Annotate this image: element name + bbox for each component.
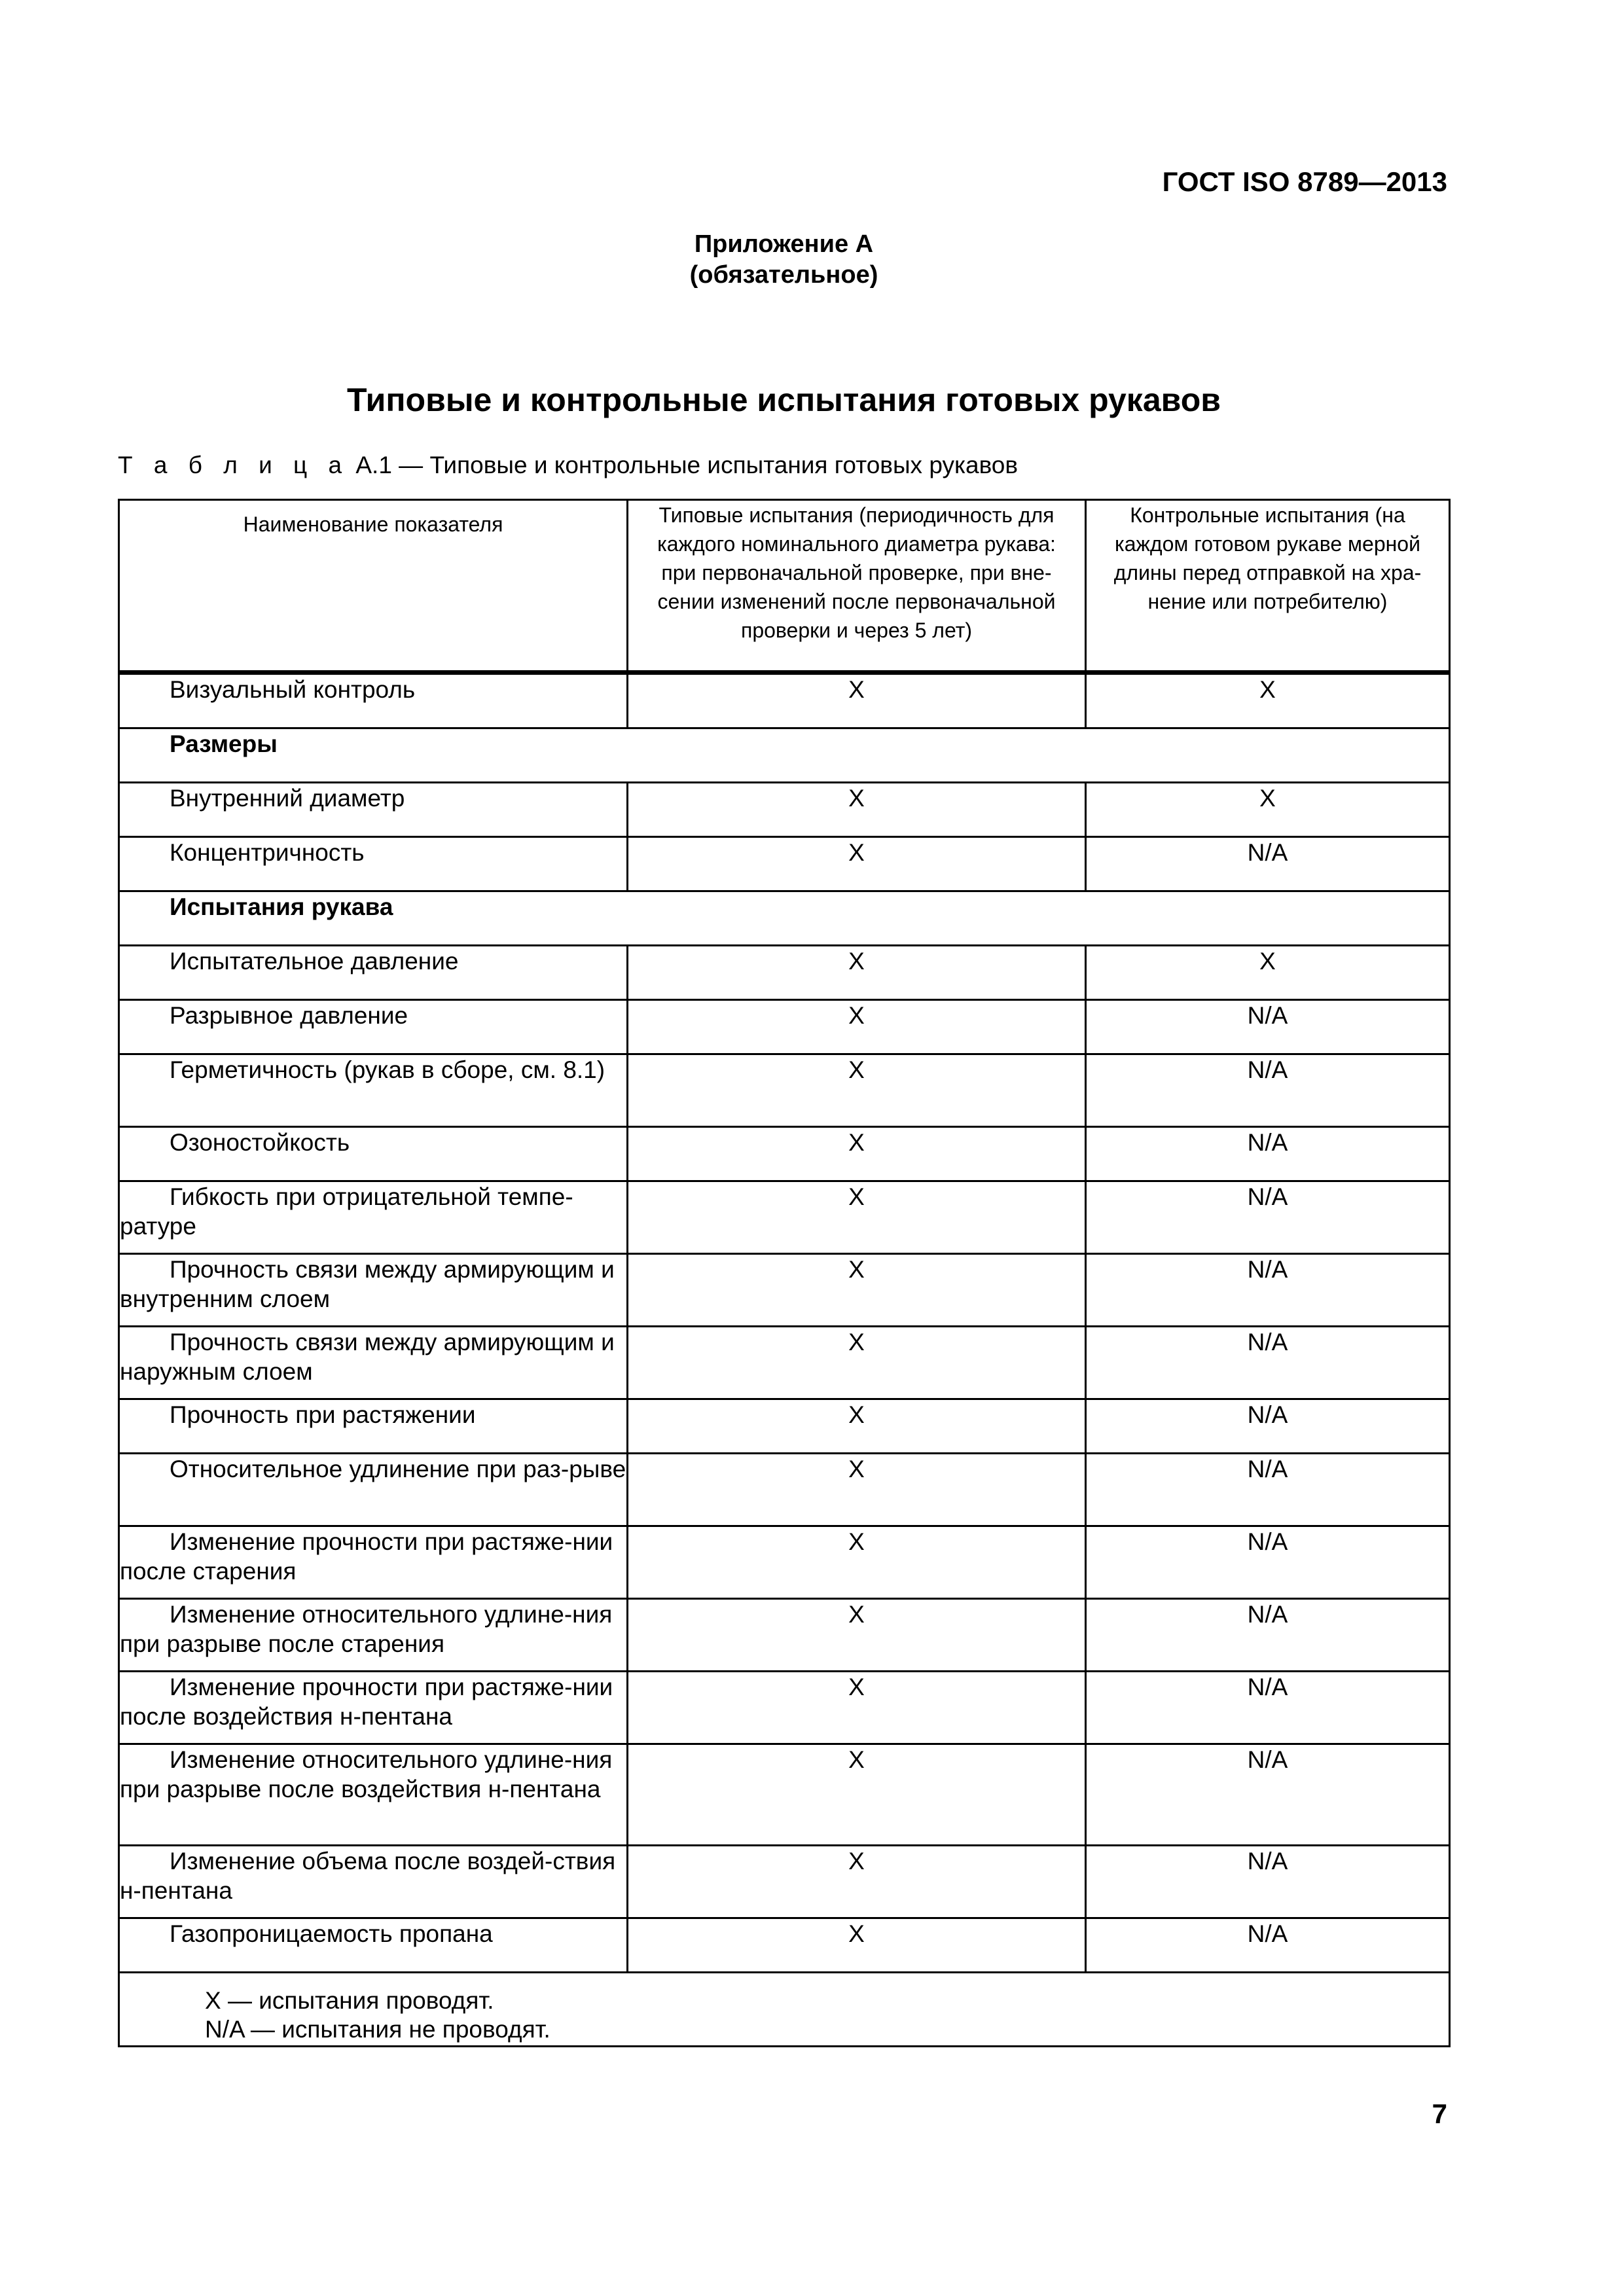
type-test-mark: X xyxy=(628,946,1086,1000)
tests-table xyxy=(118,499,1451,2047)
control-test-mark: N/A xyxy=(1086,1846,1450,1918)
type-test-mark: X xyxy=(628,1181,1086,1254)
indicator-name: Прочность связи между армирующим и наружным слоем xyxy=(119,1327,628,1399)
header-text: Контрольные испытания (на каждом готовом рукаве мерной длины перед отправкой на хра-нение или потребителю) xyxy=(1113,503,1422,613)
type-test-mark: X xyxy=(628,1846,1086,1918)
table-row xyxy=(119,673,1450,728)
table-row xyxy=(119,946,1450,1000)
table-group-row xyxy=(119,891,1450,946)
table-row xyxy=(119,1327,1450,1399)
appendix-heading xyxy=(0,229,1568,291)
table-row xyxy=(119,1599,1450,1672)
type-test-mark: X xyxy=(628,1672,1086,1744)
column-header-type-tests xyxy=(628,500,1086,673)
indicator-name: Изменение относительного удлине-ния при разрыве после воздействия н-пентана xyxy=(119,1744,628,1846)
indicator-name: Изменение объема после воздей-ствия н-пентана xyxy=(119,1846,628,1918)
table-row xyxy=(119,837,1450,891)
control-test-mark: X xyxy=(1086,783,1450,837)
legend-lines xyxy=(120,1973,1449,2044)
table-row xyxy=(119,1399,1450,1454)
type-test-mark: X xyxy=(628,837,1086,891)
type-test-mark: X xyxy=(628,1327,1086,1399)
control-test-mark: N/A xyxy=(1086,1526,1450,1599)
table-row xyxy=(119,783,1450,837)
control-test-mark: N/A xyxy=(1086,1327,1450,1399)
legend-line: X — испытания проводят. xyxy=(205,1987,494,2014)
indicator-name: Визуальный контроль xyxy=(119,673,628,728)
control-test-mark: X xyxy=(1086,946,1450,1000)
table-row xyxy=(119,1846,1450,1918)
control-test-mark: N/A xyxy=(1086,1918,1450,1973)
table-row xyxy=(119,1454,1450,1526)
table-group-row xyxy=(119,728,1450,783)
type-test-mark: X xyxy=(628,1526,1086,1599)
table-row xyxy=(119,1744,1450,1846)
table-caption xyxy=(118,452,1018,479)
control-test-mark: N/A xyxy=(1086,1054,1450,1127)
indicator-name: Газопроницаемость пропана xyxy=(119,1918,628,1973)
control-test-mark: N/A xyxy=(1086,1672,1450,1744)
group-label: Размеры xyxy=(119,728,1450,783)
indicator-name: Разрывное давление xyxy=(119,1000,628,1054)
type-test-mark: X xyxy=(628,1744,1086,1846)
indicator-name: Изменение прочности при растяже-нии после старения xyxy=(119,1526,628,1599)
indicator-name: Озоностойкость xyxy=(119,1127,628,1181)
standard-designation: ГОСТ ISO 8789—2013 xyxy=(1162,166,1447,197)
header-text: Наименование показателя xyxy=(243,512,503,536)
page-title: Типовые и контрольные испытания готовых рукавов xyxy=(346,382,1221,418)
legend-cell xyxy=(119,1973,1450,2047)
control-test-mark: N/A xyxy=(1086,1599,1450,1672)
table-row xyxy=(119,1181,1450,1254)
type-test-mark: X xyxy=(628,673,1086,728)
table-row xyxy=(119,1000,1450,1054)
control-test-mark: N/A xyxy=(1086,1000,1450,1054)
type-test-mark: X xyxy=(628,1054,1086,1127)
legend-line: N/A — испытания не проводят. xyxy=(205,2016,550,2043)
header-text: Типовые испытания (периодичность для каждого номинального диаметра рукава: при первоначальной проверке, при вне-сении изменений после первоначальной проверки и через 5 лет) xyxy=(657,503,1056,642)
control-test-mark: N/A xyxy=(1086,1254,1450,1327)
type-test-mark: X xyxy=(628,1399,1086,1454)
type-test-mark: X xyxy=(628,1127,1086,1181)
table-caption-text: А.1 — Типовые и контрольные испытания готовых рукавов xyxy=(355,452,1019,478)
control-test-mark: X xyxy=(1086,673,1450,728)
table-row xyxy=(119,1054,1450,1127)
type-test-mark: X xyxy=(628,1000,1086,1054)
table-row xyxy=(119,1672,1450,1744)
column-header-indicator xyxy=(119,500,628,673)
table-row xyxy=(119,1526,1450,1599)
appendix-status: (обязательное) xyxy=(689,261,878,289)
table-row xyxy=(119,1254,1450,1327)
page-number: 7 xyxy=(1432,2098,1447,2129)
legend-row xyxy=(119,1973,1450,2047)
indicator-name: Концентричность xyxy=(119,837,628,891)
appendix-label: Приложение А xyxy=(694,230,874,258)
control-test-mark: N/A xyxy=(1086,837,1450,891)
table-header-row xyxy=(119,500,1450,673)
indicator-name: Гибкость при отрицательной темпе-ратуре xyxy=(119,1181,628,1254)
type-test-mark: X xyxy=(628,783,1086,837)
control-test-mark: N/A xyxy=(1086,1744,1450,1846)
control-test-mark: N/A xyxy=(1086,1127,1450,1181)
type-test-mark: X xyxy=(628,1918,1086,1973)
type-test-mark: X xyxy=(628,1454,1086,1526)
table-row xyxy=(119,1918,1450,1973)
group-label: Испытания рукава xyxy=(119,891,1450,946)
indicator-name: Испытательное давление xyxy=(119,946,628,1000)
control-test-mark: N/A xyxy=(1086,1399,1450,1454)
indicator-name: Относительное удлинение при раз-рыве xyxy=(119,1454,628,1526)
control-test-mark: N/A xyxy=(1086,1454,1450,1526)
indicator-name: Изменение прочности при растяже-нии после воздействия н-пентана xyxy=(119,1672,628,1744)
column-header-control-tests xyxy=(1086,500,1450,673)
indicator-name: Прочность при растяжении xyxy=(119,1399,628,1454)
control-test-mark: N/A xyxy=(1086,1181,1450,1254)
indicator-name: Изменение относительного удлине-ния при разрыве после старения xyxy=(119,1599,628,1672)
indicator-name: Герметичность (рукав в сборе, см. 8.1) xyxy=(119,1054,628,1127)
type-test-mark: X xyxy=(628,1254,1086,1327)
table-caption-prefix: Т а б л и ц а xyxy=(118,452,350,478)
indicator-name: Внутренний диаметр xyxy=(119,783,628,837)
indicator-name: Прочность связи между армирующим и внутренним слоем xyxy=(119,1254,628,1327)
type-test-mark: X xyxy=(628,1599,1086,1672)
table-row xyxy=(119,1127,1450,1181)
